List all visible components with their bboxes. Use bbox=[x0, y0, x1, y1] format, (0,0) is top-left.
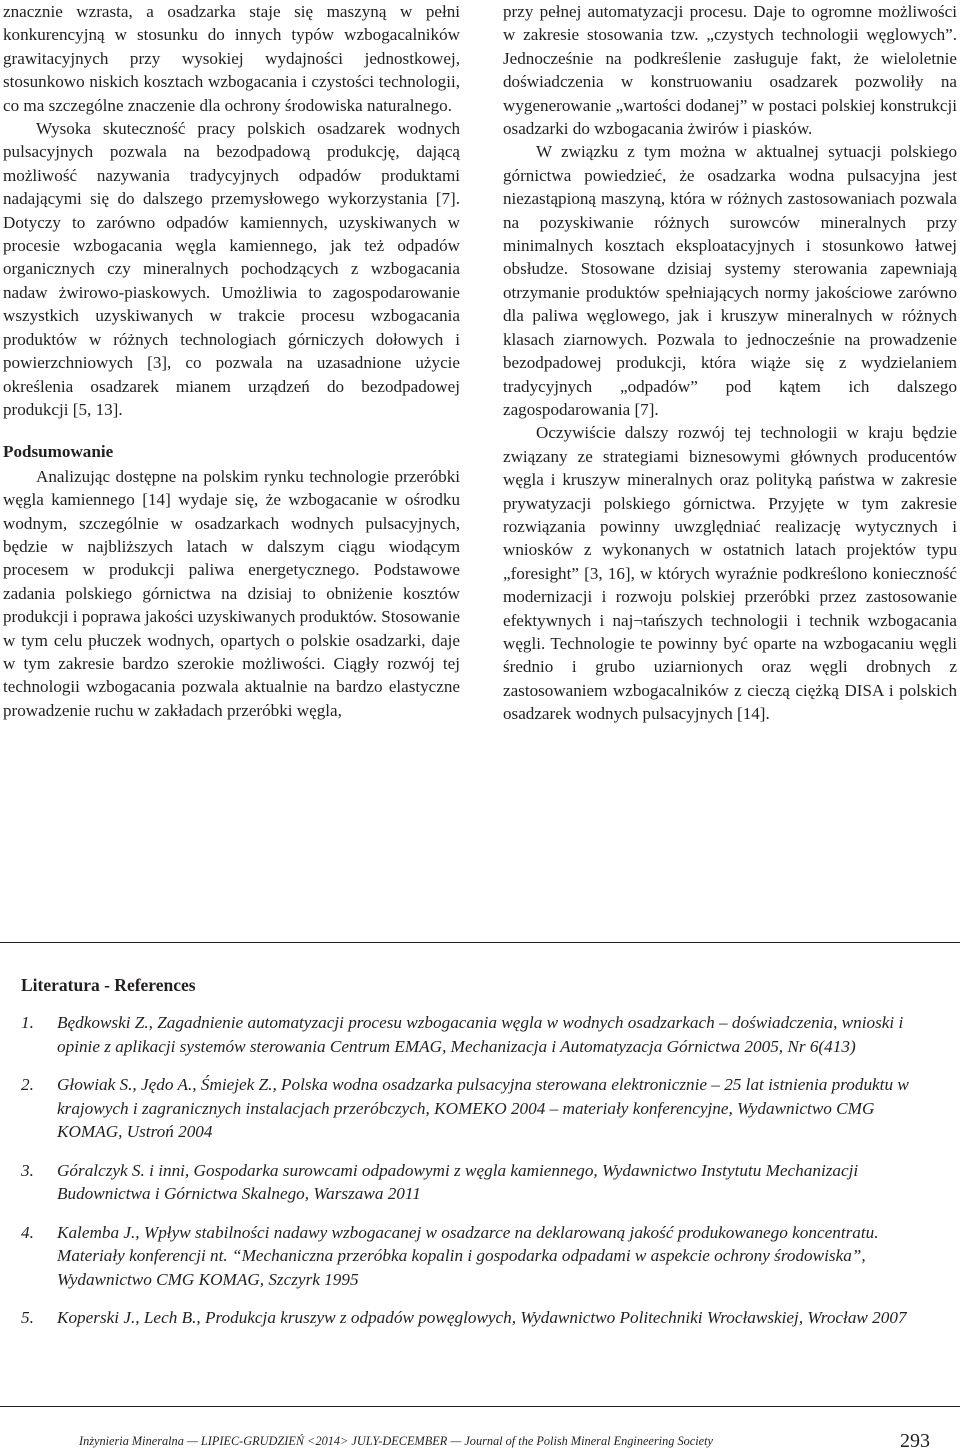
left-column bbox=[3, 0, 460, 722]
reference-text: Kalemba J., Wpływ stabilności nadawy wzbogacanej w osadzarce na deklarowaną jakość produkowanego koncentratu. Materiały konferencji nt. “Mechaniczna przeróbka kopalin i gospodarka odpadami w aspekcie ochrony środowiska”, Wydawnictwo CMG KOMAG, Szczyrk 1995 bbox=[57, 1222, 879, 1289]
reference-item bbox=[21, 1073, 936, 1144]
reference-number: 2. bbox=[21, 1075, 34, 1094]
reference-text: Będkowski Z., Zagadnienie automatyzacji procesu wzbogacania węgla w wodnych osadzarkach – doświadczenia, wnioski i opinie z aplikacji systemów sterowania Centrum EMAG, Mechanizacja i Automatyzacja Górnictwa 2005, Nr 6(413) bbox=[57, 1013, 904, 1056]
section-title-podsumowanie: Podsumowanie bbox=[3, 442, 114, 462]
right-paragraph-1: przy pełnej automatyzacji procesu. Daje to ogromne możliwości w zakresie stosowania tzw. „czystych technologii węglowych”. Jednocześnie na podkreślenie zasługuje fakt, że wieloletnie doświadczenia w konstruowaniu osadzarek pozwoliły na wygenerowanie „wartości dodanej” w postaci polskiej konstrukcji osadzarki do wzbogacania żwirów i piasków. bbox=[503, 2, 957, 139]
reference-number: 3. bbox=[21, 1160, 34, 1180]
left-paragraph-2: Wysoka skuteczność pracy polskich osadzarek wodnych pulsacyjnych pozwala na bezodpadową produkcję, dającą możliwość nazywania tradycyjnych odpadów produktami nadającymi się do dalszego przemysłowego wykorzystania [7]. Dotyczy to zarówno odpadów kamiennych, uzyskiwanych w procesie wzbogacania węgla kamiennego, jak też odpadów organicznych czy mineralnych pochodzących z wzbogacania nadaw żwirowo-piaskowych. Umożliwia to zagospodarowanie wszystkich uzyskiwanych w trakcie procesu wzbogacania produktów w różnych technologiach górniczych dołowych i powierzchniowych [3], co pozwala na uzasadnione użycie określenia osadzarek mianem urządzeń do bezodpadowej produkcji [5, 13]. bbox=[3, 119, 460, 419]
references-list bbox=[21, 1011, 936, 1345]
left-paragraph-1: znacznie wzrasta, a osadzarka staje się maszyną w pełni konkurencyjną w stosunku do innych typów wzbogacalników grawitacyjnych przy wysokiej wydajności jednostkowej, stosunkowo niskich kosztach wzbogacania i czystości technologii, co ma szczególne znaczenie dla ochrony środowiska naturalnego. bbox=[3, 2, 460, 115]
reference-text: Głowiak S., Jędo A., Śmiejek Z., Polska wodna osadzarka pulsacyjna sterowana elektronicznie – 25 lat istnienia produktu w krajowych i zagranicznych instalacjach przeróbczych, KOMEKO 2004 – materiały konferencyjne, Wydawnictwo CMG KOMAG, Ustroń 2004 bbox=[57, 1075, 909, 1141]
references-title: Literatura - References bbox=[21, 975, 196, 995]
journal-footer-text: Inżynieria Mineralna — LIPIEC-GRUDZIEŃ <2014> JULY-DECEMBER — Journal of the Polish Mineral Engineering Society bbox=[79, 1434, 713, 1448]
right-paragraph-2: W związku z tym można w aktualnej sytuacji polskiego górnictwa powiedzieć, że osadzarka wodna pulsacyjna jest niezastąpioną maszyną, która w różnych zastosowaniach pozwala na pozyskiwanie różnych surowców mineralnych przy minimalnych kosztach eksploatacyjnych i stosunkowo łatwej obsłudze. Stosowane dzisiaj systemy sterowania zapewniają otrzymanie produktów spełniających normy jakościowe zarówno dla paliwa węglowego, jak i kruszyw mineralnych w różnych klasach ziarnowych. Pozwala to jednocześnie na prowadzenie bezodpadowej produkcji, która wiąże się z wydzielaniem tradycyjnych „odpadów” pod kątem ich dalszego zagospodarowania [7]. bbox=[503, 142, 957, 419]
reference-item bbox=[21, 1306, 936, 1330]
references-section bbox=[0, 942, 960, 1407]
reference-number: 4. bbox=[21, 1222, 34, 1242]
reference-item bbox=[21, 1011, 936, 1058]
reference-number: 5. bbox=[21, 1308, 34, 1327]
left-paragraph-3: Analizując dostępne na polskim rynku technologie przeróbki węgla kamiennego [14] wydaje się, że wzbogacanie w ośrodku wodnym, szczególnie w osadzarkach wodnych pulsacyjnych, będzie w najbliższych latach w dalszym ciągu wiodącym procesem w produkcji paliwa energetycznego. Podstawowe zadania polskiego górnictwa na dzisiaj to obniżenie kosztów produkcji i poprawa jakości uzyskiwanych produktów. Stosowanie w tym celu płuczek wodnych, opartych o polskie osadzarki, daje w tym zakresie bardzo szerokie możliwości. Ciągły rozwój tej technologii wzbogacania pozwala aktualnie na bardzo elastyczne prowadzenie ruchu w zakładach przeróbki węgla, bbox=[3, 466, 461, 720]
right-paragraph-3: Oczywiście dalszy rozwój tej technologii w kraju będzie związany ze strategiami biznesowymi głównych producentów węgla i kruszyw mineralnych oraz polityką państwa w zakresie prywatyzacji polskiego górnictwa. Przyjęte w tym zakresie rozwiązania powinny uwzględniać realizację wytycznych i wniosków z wykonanych w ostatnich latach projektów typu „foresight” [3, 16], w których wyraźnie podkreślono konieczność modernizacji i rozwoju polskiej przeróbki przez zastosowanie efektywnych i naj¬tańszych technologii i technik wzbogacania węgli. Technologie te powinny być oparte na wzbogacaniu węgli średnio i grubo uziarnionych oraz węgli drobnych z zastosowaniem wzbogacalników z cieczą ciężką DISA i polskich osadzarek wodnych pulsacyjnych [14]. bbox=[503, 423, 957, 724]
page-footer bbox=[0, 1430, 960, 1455]
reference-number: 1. bbox=[21, 1013, 34, 1032]
reference-item bbox=[21, 1221, 936, 1292]
right-column bbox=[503, 0, 957, 726]
reference-item bbox=[21, 1159, 936, 1206]
reference-text: Góralczyk S. i inni, Gospodarka surowcami odpadowymi z węgla kamiennego, Wydawnictwo Instytutu Mechanizacji Budownictwa i Górnictwa Skalnego, Warszawa 2011 bbox=[57, 1160, 859, 1203]
reference-text: Koperski J., Lech B., Produkcja kruszyw z odpadów powęglowych, Wydawnictwo Politechniki Wrocławskiej, Wrocław 2007 bbox=[57, 1308, 907, 1327]
page-number: 293 bbox=[900, 1430, 930, 1452]
